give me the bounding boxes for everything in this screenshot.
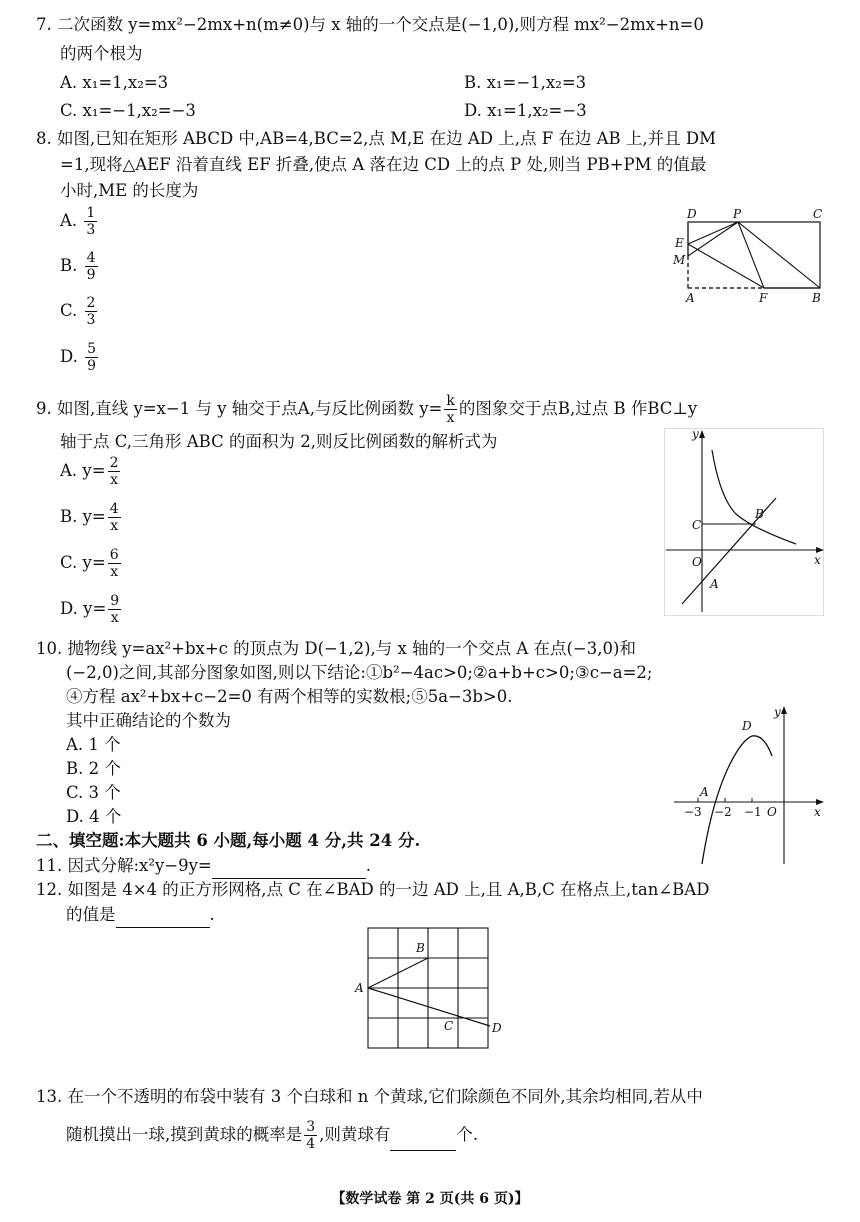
q13-answer-blank[interactable] [390, 1132, 456, 1151]
fraction: $\frac{5}{9}$ [87, 341, 97, 374]
q8-option-a: A. $\frac{1}{3}$ [60, 205, 96, 238]
label-A: A [700, 785, 709, 799]
label-O: O [692, 555, 702, 569]
q10-option-d: D. 4 个 [66, 807, 122, 826]
label-E: E [675, 236, 684, 250]
fraction: $\frac{1}{3}$ [86, 205, 96, 238]
q10-parabola-figure [672, 704, 824, 866]
label-P: P [733, 207, 742, 221]
q9-line1: 9. 如图,直线 y=x−1 与 y 轴交于点A,与反比例函数 y= $\frac{k}{x}$ 的图象交于点B,过点 B 作BC⊥y [36, 393, 698, 426]
tick-minus3: −3 [684, 805, 702, 819]
tick-minus1: −1 [744, 805, 762, 819]
q7-stem-cont: 的两个根为 [60, 44, 143, 63]
label-A: A [710, 577, 719, 591]
label-M: M [673, 253, 686, 267]
label-C: C [444, 1019, 454, 1033]
section-2-header: 二、填空题:本大题共 6 小题,每小题 4 分,共 24 分. [36, 831, 421, 850]
label-y: y [692, 427, 699, 441]
label-A: A [355, 981, 364, 995]
label-F: F [759, 291, 768, 305]
q9-option-d: D. y= $\frac{9}{x}$ [60, 593, 120, 626]
q10-option-a: A. 1 个 [66, 735, 121, 754]
q7-stem: 7. 二次函数 y=mx²−2mx+n(m≠0)与 x 轴的一个交点是(−1,0),则方程 mx²−2mx+n=0 [36, 15, 704, 34]
q10-option-c: C. 3 个 [66, 783, 121, 802]
q10-line3: ④方程 ax²+bx+c−2=0 有两个相等的实数根;⑤5a−3b>0. [66, 687, 513, 706]
label-O: O [767, 805, 777, 819]
fraction-k-over-x: $\frac{k}{x}$ [446, 393, 455, 426]
label-C: C [813, 207, 823, 221]
label-y: y [774, 705, 781, 719]
q7-option-b: B. x₁=−1,x₂=3 [464, 73, 587, 92]
q8-option-c: C. $\frac{2}{3}$ [60, 295, 96, 328]
q9-graph-figure [664, 428, 824, 616]
label-x: x [814, 553, 821, 567]
q10-line1: 10. 抛物线 y=ax²+bx+c 的顶点为 D(−1,2),与 x 轴的一个交点 A 在点(−3,0)和 [36, 639, 636, 658]
q8-line3: 小时,ME 的长度为 [60, 181, 199, 200]
fraction: $\frac{6}{x}$ [109, 547, 119, 580]
label-C: C [692, 518, 702, 532]
q8-option-b: B. $\frac{4}{9}$ [60, 250, 96, 283]
q8-option-d: D. $\frac{5}{9}$ [60, 341, 97, 374]
q12-line1: 12. 如图是 4×4 的正方形网格,点 C 在∠BAD 的一边 AD 上,且 A,B,C 在格点上,tan∠BAD [36, 880, 710, 899]
label-A: A [686, 291, 695, 305]
label-D: D [687, 207, 697, 221]
q12-line2: 的值是 . [66, 902, 215, 928]
label-D: D [742, 719, 752, 733]
q9-option-c: C. y= $\frac{6}{x}$ [60, 547, 119, 580]
q12-grid-figure [352, 922, 512, 1052]
q10-line2: (−2,0)之间,其部分图象如图,则以下结论:①b²−4ac>0;②a+b+c>0;③c−a=2; [66, 663, 653, 682]
q8-line1: 8. 如图,已知在矩形 ABCD 中,AB=4,BC=2,点 M,E 在边 AD 上,点 F 在边 AB 上,并且 DM [36, 129, 717, 148]
label-D: D [492, 1021, 502, 1035]
q13-line1: 13. 在一个不透明的布袋中装有 3 个白球和 n 个黄球,它们除颜色不同外,其余均相同,若从中 [36, 1087, 703, 1106]
label-x: x [814, 805, 821, 819]
q8-rectangle-figure [670, 202, 830, 312]
q10-line4: 其中正确结论的个数为 [66, 711, 231, 730]
q12-answer-blank[interactable] [116, 909, 210, 928]
q9-option-b: B. y= $\frac{4}{x}$ [60, 501, 119, 534]
q7-option-d: D. x₁=1,x₂=−3 [464, 101, 587, 120]
q10-option-b: B. 2 个 [66, 759, 121, 778]
q13-line2: 随机摸出一球,摸到黄球的概率是 $\frac{3}{4}$ ,则黄球有 个. [66, 1119, 479, 1152]
label-B: B [812, 291, 821, 305]
label-B: B [755, 507, 764, 521]
q7-option-c: C. x₁=−1,x₂=−3 [60, 101, 196, 120]
q9-line2: 轴于点 C,三角形 ABC 的面积为 2,则反比例函数的解析式为 [60, 432, 498, 451]
q7-option-a: A. x₁=1,x₂=3 [60, 73, 169, 92]
q9-option-a: A. y= $\frac{2}{x}$ [60, 455, 119, 488]
fraction: $\frac{2}{x}$ [109, 455, 119, 488]
label-B: B [416, 941, 425, 955]
tick-minus2: −2 [714, 805, 732, 819]
fraction: $\frac{4}{9}$ [86, 250, 96, 283]
fraction: $\frac{4}{x}$ [109, 501, 119, 534]
page-footer: 【数学试卷 第 2 页(共 6 页)】 [331, 1191, 529, 1207]
fraction: $\frac{2}{3}$ [86, 295, 96, 328]
q11: 11. 因式分解:x²y−9y= . [36, 853, 371, 879]
fraction: $\frac{9}{x}$ [110, 593, 120, 626]
fraction-three-quarters: $\frac{3}{4}$ [306, 1119, 316, 1152]
q8-line2: =1,现将△AEF 沿着直线 EF 折叠,使点 A 落在边 CD 上的点 P 处,则当 PB+PM 的值最 [60, 155, 707, 174]
